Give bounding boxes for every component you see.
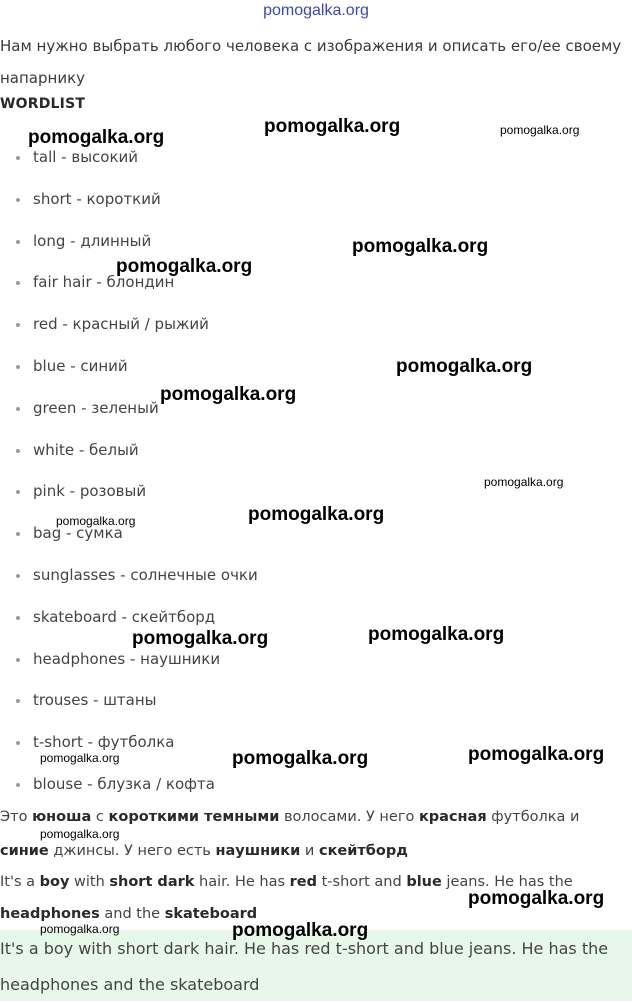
watermark: pomogalka.org: [396, 356, 533, 377]
word-text: fair hair - блондин: [33, 273, 175, 292]
bold-term: boy: [39, 874, 70, 890]
bullet-dot: [16, 323, 20, 327]
word-text: tall - высокий: [33, 148, 139, 166]
watermark: pomogalka.org: [160, 384, 297, 405]
watermark: pomogalka.org: [352, 236, 489, 257]
word-item: [0, 471, 258, 513]
bullet-dot: [16, 616, 20, 620]
task-text: Нам нужно выбрать любого человека с изображения и описать его/ее своему напарнику: [0, 37, 622, 87]
word-item: [0, 179, 258, 221]
bullet-dot: [16, 198, 20, 202]
word-text: sunglasses - солнечные очки: [33, 565, 258, 584]
watermark: pomogalka.org: [40, 922, 120, 936]
word-item: [0, 555, 258, 597]
bold-term: синие: [0, 843, 49, 859]
watermark: pomogalka.org: [264, 116, 401, 137]
bold-term: red: [289, 874, 318, 890]
word-text: skateboard - скейтборд: [33, 607, 216, 626]
bold-term: headphones: [0, 906, 100, 922]
word-text: pink - розовый: [33, 482, 147, 501]
bold-term: наушники: [215, 843, 301, 859]
bold-term: short dark: [109, 874, 195, 890]
text-run: hair. He has: [194, 874, 290, 890]
bullet-dot: [16, 240, 20, 244]
text-run: t-short and: [317, 874, 407, 890]
bold-term: скейтборд: [318, 843, 408, 859]
bullet-dot: [16, 490, 20, 494]
word-item: [0, 680, 258, 722]
word-list: [0, 137, 258, 806]
text-run: jeans. He has the: [441, 874, 573, 890]
watermark: pomogalka.org: [468, 888, 605, 909]
bullet-dot: [16, 574, 20, 578]
bullet-dot: [16, 699, 20, 703]
watermark: pomogalka.org: [40, 827, 120, 841]
watermark: pomogalka.org: [468, 744, 605, 765]
answer-text: It's a boy with short dark hair. He has red t-short and blue jeans. He has the headphones and the skateboard: [0, 939, 609, 994]
word-text: blouse - блузка / кофта: [33, 774, 215, 793]
bullet-dot: [16, 449, 20, 453]
site-header-watermark: pomogalka.org: [263, 2, 369, 19]
watermark: pomogalka.org: [116, 256, 253, 277]
bold-term: красная: [418, 809, 487, 825]
bold-term: юноша: [32, 809, 92, 825]
watermark: pomogalka.org: [28, 127, 165, 148]
bullet-dot: [16, 741, 20, 745]
watermark: pomogalka.org: [248, 504, 385, 525]
word-text: white - белый: [33, 440, 139, 459]
wordlist-title: WORDLIST: [0, 96, 86, 112]
bullet-dot: [16, 281, 20, 285]
word-text: headphones - наушники: [33, 649, 221, 668]
watermark: pomogalka.org: [232, 920, 369, 941]
watermark: pomogalka.org: [132, 628, 269, 649]
text-run: Это: [0, 809, 33, 825]
word-text: short - короткий: [33, 189, 161, 208]
word-text: blue - синий: [33, 356, 128, 375]
bullet-dot: [16, 407, 20, 411]
word-item: [0, 304, 258, 346]
watermark: pomogalka.org: [368, 624, 505, 645]
bullet-dot: [16, 532, 20, 536]
word-text: red - красный / рыжий: [33, 315, 209, 334]
text-run: футболка и: [486, 809, 580, 825]
watermark: pomogalka.org: [40, 751, 120, 765]
word-text: bag - сумка: [33, 524, 123, 543]
bullet-dot: [16, 658, 20, 662]
bullet-dot: [16, 783, 20, 787]
text-run: с: [91, 809, 109, 825]
bold-term: blue: [406, 874, 442, 890]
bullet-dot: [16, 365, 20, 369]
word-item: [0, 346, 258, 388]
watermark: pomogalka.org: [232, 748, 369, 769]
text-run: and the: [99, 906, 165, 922]
watermark: pomogalka.org: [500, 123, 580, 137]
watermark: pomogalka.org: [484, 475, 564, 489]
text-run: It's a: [0, 874, 40, 890]
word-text: long - длинный: [33, 231, 152, 250]
bold-term: короткими темными: [108, 809, 280, 825]
word-item: [0, 430, 258, 472]
word-text: green - зеленый: [33, 398, 159, 417]
bullet-dot: [16, 156, 20, 160]
bold-term: skateboard: [164, 906, 258, 922]
watermark: pomogalka.org: [56, 514, 136, 528]
word-item: [0, 722, 258, 764]
text-run: джинсы. У него есть: [48, 843, 216, 859]
word-text: trouses - штаны: [33, 691, 157, 710]
word-text: t-short - футболка: [33, 733, 175, 752]
text-run: волосами. У него: [279, 809, 419, 825]
text-run: и: [300, 843, 319, 859]
text-run: with: [69, 874, 110, 890]
